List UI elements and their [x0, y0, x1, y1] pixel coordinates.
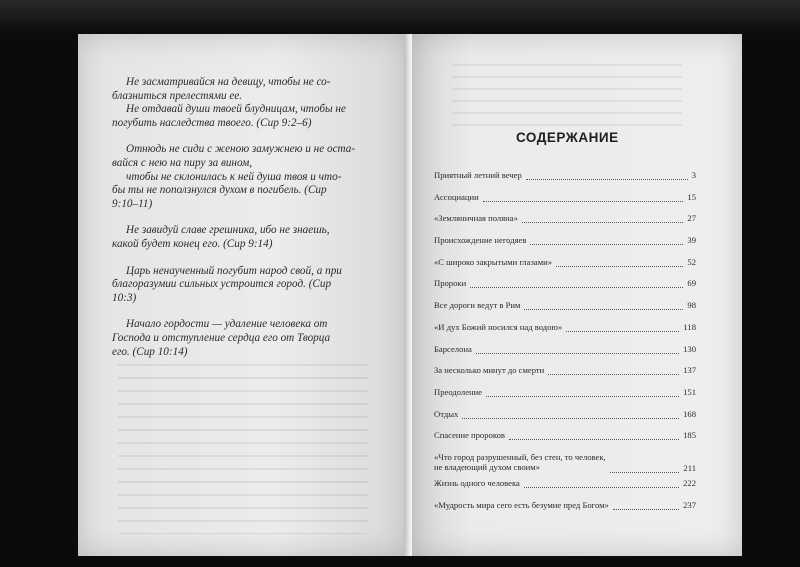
toc-entry-title: [434, 213, 518, 223]
toc-entry-title-line: Все дороги ведут в Рим: [434, 300, 521, 311]
toc-entry-title: [434, 278, 466, 288]
toc-page-number: 98: [687, 300, 696, 311]
quote-line: вайся с нею на пиру за вином,: [112, 156, 253, 169]
toc-entry-title-line: «Земляничная поляна»: [434, 213, 518, 224]
toc-leader-dots: [548, 373, 679, 375]
toc-entry-title-line: «С широко закрытыми глазами»: [434, 256, 553, 267]
quote: [112, 143, 374, 211]
toc-leader-dots: [530, 243, 683, 245]
left-page: [78, 34, 410, 556]
toc-entry-title: [434, 452, 606, 472]
quote: [112, 224, 374, 251]
toc-page-number: 137: [683, 365, 696, 376]
toc-entry: [434, 322, 696, 344]
toc-entry: [434, 170, 696, 192]
toc-entry-title-line: Преодоление: [434, 386, 483, 397]
quote-line: Господа и отступление сердца его от Творца: [112, 331, 331, 344]
toc-entry: [434, 387, 696, 409]
toc-entry-title: [434, 387, 482, 397]
table-of-contents: [434, 170, 696, 521]
toc-entry-title-line: Спасение пророков: [434, 430, 505, 441]
toc-entry: [434, 192, 696, 214]
toc-entry-title: [434, 322, 562, 332]
toc-entry-title: [434, 500, 609, 510]
toc-page-number: 185: [683, 430, 696, 441]
quote-line: Начало гордости — удаление человека от: [126, 318, 328, 331]
toc-entry: [434, 300, 696, 322]
toc-entry-title-line: «Мудрость мира сего есть безумие пред Богом»: [434, 499, 609, 510]
toc-entry-title: [434, 300, 520, 310]
toc-page-number: 130: [683, 343, 696, 354]
toc-entry-title-line: Ассоциации: [434, 191, 479, 202]
toc-page-number: 211: [683, 462, 696, 473]
toc-entry-title: [434, 365, 544, 375]
toc-page-number: 15: [687, 191, 696, 202]
quote: [112, 76, 374, 130]
quote-line: Не засматривайся на девицу, чтобы не со-: [126, 76, 331, 88]
toc-entry-title-line: «Что город разрушенный, без стен, то человек,: [434, 451, 606, 462]
toc-leader-dots: [486, 395, 679, 397]
scan-background: [0, 0, 800, 34]
toc-page-number: 69: [687, 278, 696, 289]
toc-page-number: 237: [683, 499, 696, 510]
toc-entry-title-line: Происхождение негодяев: [434, 235, 527, 246]
toc-leader-dots: [556, 265, 683, 267]
toc-entry-title: [434, 478, 520, 488]
toc-leader-dots: [522, 221, 683, 223]
toc-page-number: 151: [683, 386, 696, 397]
quote-line: погубить наследства твоего. (Сир 9:2–6): [112, 116, 312, 129]
toc-entry: [434, 500, 696, 522]
quote: [112, 265, 374, 306]
quote-line: Не завидуй славе грешника, ибо не знаешь,: [126, 224, 330, 237]
toc-entry: [434, 430, 696, 452]
bleed-through-text: [118, 364, 368, 534]
quote-line: его. (Сир 10:14): [112, 345, 188, 358]
toc-entry-title-line: «И дух Божий носился над водою»: [434, 321, 563, 332]
toc-page-number: 222: [683, 477, 696, 488]
toc-entry-title-line: За несколько минут до смерти: [434, 365, 545, 376]
toc-entry-title: [434, 170, 522, 180]
quote-line: блазниться прелестями ее.: [112, 89, 243, 102]
toc-entry-title-line: Приятный летний вечер: [434, 170, 522, 180]
toc-leader-dots: [509, 438, 679, 440]
epigraph-quotes: [112, 76, 374, 372]
toc-page-number: 168: [683, 408, 696, 419]
toc-page-number: 52: [687, 256, 696, 267]
quote: [112, 318, 374, 359]
toc-leader-dots: [476, 352, 679, 354]
toc-entry: [434, 235, 696, 257]
toc-entry-title: [434, 192, 479, 202]
toc-entry: [434, 409, 696, 431]
quote-line: чтобы не склонилась к ней душа твоя и что-: [126, 170, 342, 183]
toc-entry: [434, 452, 696, 478]
toc-entry-title: [434, 257, 552, 267]
toc-entry-title-line: Жизнь одного человека: [434, 477, 520, 488]
toc-page-number: 3: [691, 170, 696, 180]
toc-leader-dots: [526, 178, 688, 180]
quote-line: 10:3): [112, 291, 137, 304]
toc-entry-title-line: не владеющий духом своим»: [434, 461, 540, 472]
toc-page-number: 118: [683, 321, 696, 332]
toc-leader-dots: [566, 330, 679, 332]
quote-line: Отнюдь не сиди с женою замужнею и не оста-: [126, 143, 356, 156]
toc-leader-dots: [610, 471, 679, 473]
toc-leader-dots: [613, 508, 679, 510]
toc-entry: [434, 213, 696, 235]
toc-entry-title: [434, 409, 458, 419]
quote-line: Царь ненаученный погубит народ свой, а при: [126, 264, 342, 277]
quote-line: 9:10–11): [112, 197, 153, 210]
toc-leader-dots: [462, 417, 679, 419]
toc-entry: [434, 344, 696, 366]
quote-line: какой будет конец его. (Сир 9:14): [112, 237, 273, 250]
quote-line: Не отдавай души твоей блудницам, чтобы не: [126, 103, 346, 116]
toc-entry-title-line: Пророки: [434, 278, 467, 289]
toc-entry-title-line: Барселона: [434, 343, 472, 354]
quote-line: бы ты не поползнулся духом в погибель. (Сир: [112, 184, 327, 197]
toc-leader-dots: [470, 286, 683, 288]
toc-page-number: 39: [687, 235, 696, 246]
toc-entry: [434, 257, 696, 279]
toc-entry-title: [434, 430, 505, 440]
toc-entry-title-line: Отдых: [434, 408, 459, 419]
toc-entry: [434, 365, 696, 387]
toc-entry: [434, 478, 696, 500]
contents-title: СОДЕРЖАНИЕ: [516, 130, 619, 145]
toc-entry-title: [434, 235, 526, 245]
right-page: [412, 34, 742, 556]
toc-entry-title: [434, 344, 472, 354]
toc-leader-dots: [524, 486, 679, 488]
toc-leader-dots: [483, 200, 683, 202]
toc-leader-dots: [524, 308, 683, 310]
bleed-through-text: [452, 64, 682, 134]
toc-page-number: 27: [687, 213, 696, 224]
quote-line: благоразумии сильных устроится город. (Сир: [112, 278, 332, 291]
toc-entry: [434, 278, 696, 300]
